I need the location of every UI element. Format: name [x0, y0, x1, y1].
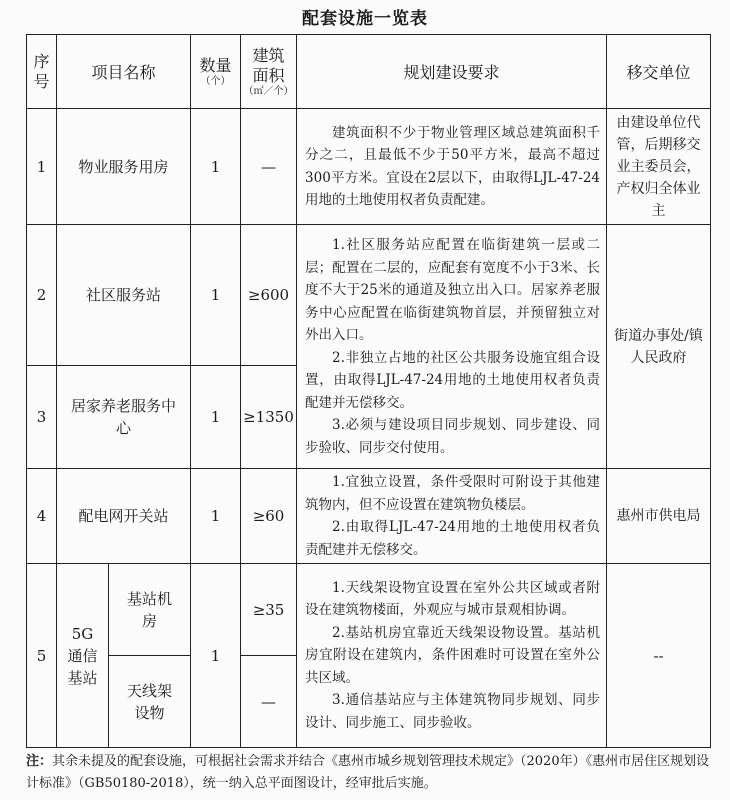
- row-area: ≥35: [241, 564, 297, 656]
- header-name: 项目名称: [57, 35, 191, 109]
- req-paragraph: 3.通信基站应与主体建筑物同步规划、同步设计、同步施工、同步验收。: [305, 692, 601, 731]
- table-row: [27, 109, 711, 225]
- req-paragraph: 1.宜独立设置，条件受限时可附设于其他建筑物内，但不应设置在建筑物负楼层。: [305, 474, 601, 513]
- header-area-label: 建筑面积: [252, 45, 285, 85]
- row-transfer: 街道办事处/镇人民政府: [607, 225, 711, 469]
- row-qty: 1: [191, 564, 241, 748]
- row-qty: 1: [191, 366, 241, 469]
- req-paragraph: 建筑面积不少于物业管理区域总建筑面积千分之二，且最低不少于50平方米，最高不超过300平方米。宜设在2层以下，由取得LJL-47-24用地的土地使用权者负责配建。: [305, 124, 601, 208]
- req-paragraph: 3.必须与建设项目同步规划、同步建设、同步验收、同步交付使用。: [305, 417, 601, 456]
- row-req: [297, 564, 607, 748]
- row-qty: 1: [191, 109, 241, 225]
- header-seq: 序号: [27, 35, 57, 109]
- table-row: [27, 564, 711, 656]
- row-area: —: [241, 656, 297, 748]
- row-transfer: 由建设单位代管，后期移交业主委员会，产权归全体业主: [607, 109, 711, 225]
- req-paragraph: 1.社区服务站应配置在临街建筑一层或二层；配置在二层的，应配套有宽度不小于3米、长度不大于25米的通道及独立出入口。居家养老服务中心应配置在临街建筑物首层，并预留独立对外出入口。: [305, 237, 601, 343]
- row-subname: 基站机房: [109, 564, 191, 656]
- row-seq: 5: [27, 564, 57, 748]
- row-req: [297, 469, 607, 564]
- header-req: 规划建设要求: [297, 35, 607, 109]
- row-name: 物业服务用房: [57, 109, 191, 225]
- req-paragraph: 1.天线架设物宜设置在室外公共区域或者附设在建筑物楼面，外观应与城市景观相协调。: [305, 579, 601, 619]
- footnote: [26, 751, 710, 795]
- header-transfer: 移交单位: [607, 35, 711, 109]
- row-name: 社区服务站: [57, 225, 191, 366]
- req-paragraph: 2.基站机房宜靠近天线架设物设置。基站机房宜附设在建筑内，条件困难时可设置在室外公共区域。: [305, 624, 601, 686]
- table-row: [27, 225, 711, 366]
- row-area: ≥60: [241, 469, 297, 564]
- row-name: 配电网开关站: [57, 469, 191, 564]
- row-req: [297, 109, 607, 225]
- header-qty-unit: （个）: [200, 75, 231, 87]
- row-seq: 2: [27, 225, 57, 366]
- row-subname: 天线架设物: [109, 656, 191, 748]
- footnote-text: 其余未提及的配套设施，可根据社会需求并结合《惠州市城乡规划管理技术规定》（2020年）《惠州市居住区规划设计标准》（GB50180-2018），统一纳入总平面图设计，经审批后实施。: [26, 754, 710, 791]
- req-paragraph: 2.非独立占地的社区公共服务设施宜组合设置，由取得LJL-47-24用地的土地使用权者负责配建并无偿移交。: [305, 349, 601, 411]
- header-area-unit: （㎡／个）: [243, 85, 294, 97]
- row-name: 居家养老服务中心: [57, 366, 191, 469]
- row-seq: 1: [27, 109, 57, 225]
- header-area: [241, 35, 297, 109]
- page-title: 配套设施一览表: [302, 9, 428, 29]
- footnote-label: 注：: [26, 754, 53, 769]
- row-seq: 4: [27, 469, 57, 564]
- table-row: [27, 469, 711, 564]
- header-qty: [191, 35, 241, 109]
- row-name: 5G通信基站: [57, 564, 109, 748]
- header-row: [27, 35, 711, 109]
- row-req: [297, 225, 607, 469]
- req-paragraph: 2.由取得LJL-47-24用地的土地使用权者负责配建并无偿移交。: [305, 519, 601, 558]
- row-transfer: 惠州市供电局: [607, 469, 711, 564]
- row-area: —: [241, 109, 297, 225]
- row-area: ≥600: [241, 225, 297, 366]
- facility-table: [26, 34, 711, 748]
- row-area: ≥1350: [241, 366, 297, 469]
- row-qty: 1: [191, 225, 241, 366]
- row-transfer: --: [607, 564, 711, 748]
- header-qty-label: 数量: [199, 55, 232, 75]
- row-qty: 1: [191, 469, 241, 564]
- row-seq: 3: [27, 366, 57, 469]
